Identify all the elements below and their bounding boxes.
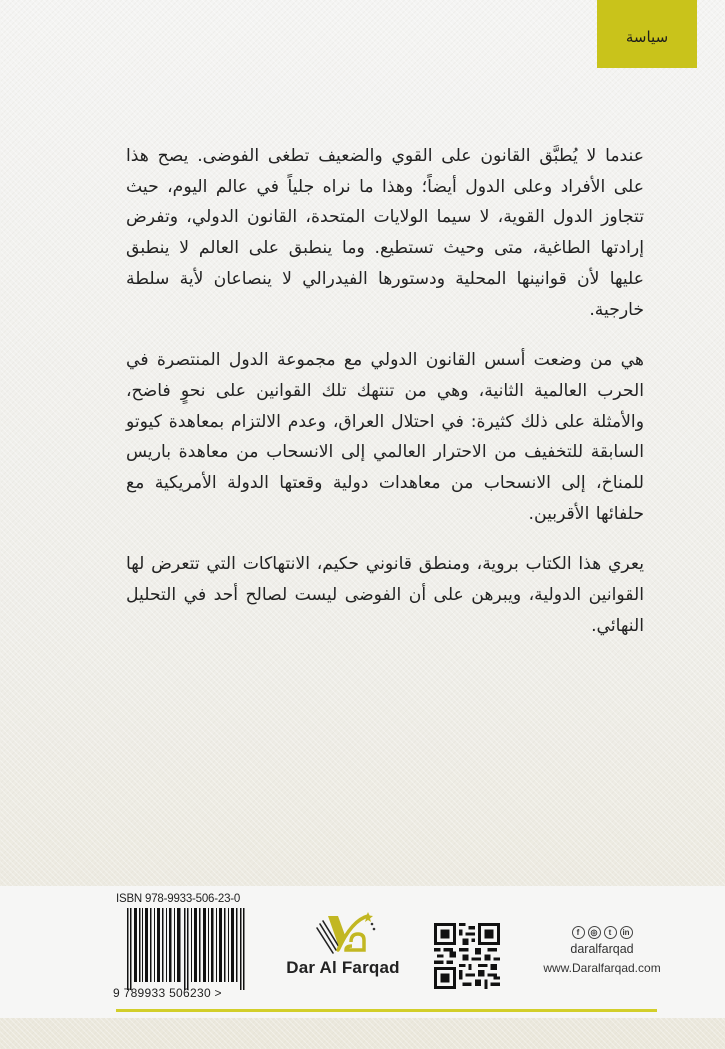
linkedin-icon: in	[620, 926, 633, 939]
instagram-icon: ◎	[588, 926, 601, 939]
blurb-paragraph: عندما لا يُطبَّق القانون على القوي والضعيف تطغى الفوضى. يصح هذا على الأفراد وعلى الدول أيضاً؛ وهذا ما نراه جلياً في عالم اليوم، حيث تتجاوز الدول القوية، لا سيما الولايات المتحدة، القانون الدولي، وتفرض إرادتها الطاغية، متى وحيث تستطيع. وما ينطبق على العالم لا ينطبق عليها لأن قوانينها المحلية ودستورها الفيدرالي لا ينصاعان لأية سلطة خارجية.	[126, 146, 644, 320]
blurb-paragraph: هي من وضعت أسس القانون الدولي مع مجموعة الدول المنتصرة في الحرب العالمية الثانية، وهي من تنتهك تلك القوانين على نحوٍ فاضح، والأمثلة على ذلك كثيرة: في احتلال العراق، وعدم الالتزام بمعاهدة كيوتو السابقة للتخفيف من الاحترار العالمي إلى الانسحاب من معاهدة باريس للمناخ، إلى الانسحاب من معاهدات دولية وقعتها الدولة الأمريكية مع حلفائها الأقربين.	[126, 350, 644, 524]
qr-code-icon	[434, 923, 500, 989]
barcode-digits: 9 789933 506230 >	[113, 986, 222, 1000]
category-label: سياسة	[625, 28, 669, 46]
social-handle: daralfarqad	[570, 942, 634, 956]
twitter-icon: t	[604, 926, 617, 939]
barcode-icon	[127, 908, 247, 990]
facebook-icon: f	[572, 926, 585, 939]
isbn-block	[115, 893, 255, 990]
dar-al-farqad-logo-icon	[308, 912, 378, 956]
website-url: www.Daralfarqad.com	[543, 961, 661, 975]
publisher-name: Dar Al Farqad	[286, 958, 400, 977]
blurb-paragraph: يعري هذا الكتاب بروية، ومنطق قانوني حكيم، الانتهاكات التي تتعرض لها القوانين الدولية، ويبرهن على أن الفوضى ليست لصالح أحد في التحليل النهائي.	[126, 554, 644, 636]
category-tag	[597, 0, 697, 68]
isbn-label: ISBN 978-9933-506-23-0	[116, 893, 241, 905]
back-cover-blurb	[126, 141, 644, 662]
social-icons	[532, 926, 672, 939]
contact-block	[532, 926, 672, 975]
publisher-logo	[268, 912, 418, 978]
footer-accent-rule	[116, 1009, 657, 1012]
